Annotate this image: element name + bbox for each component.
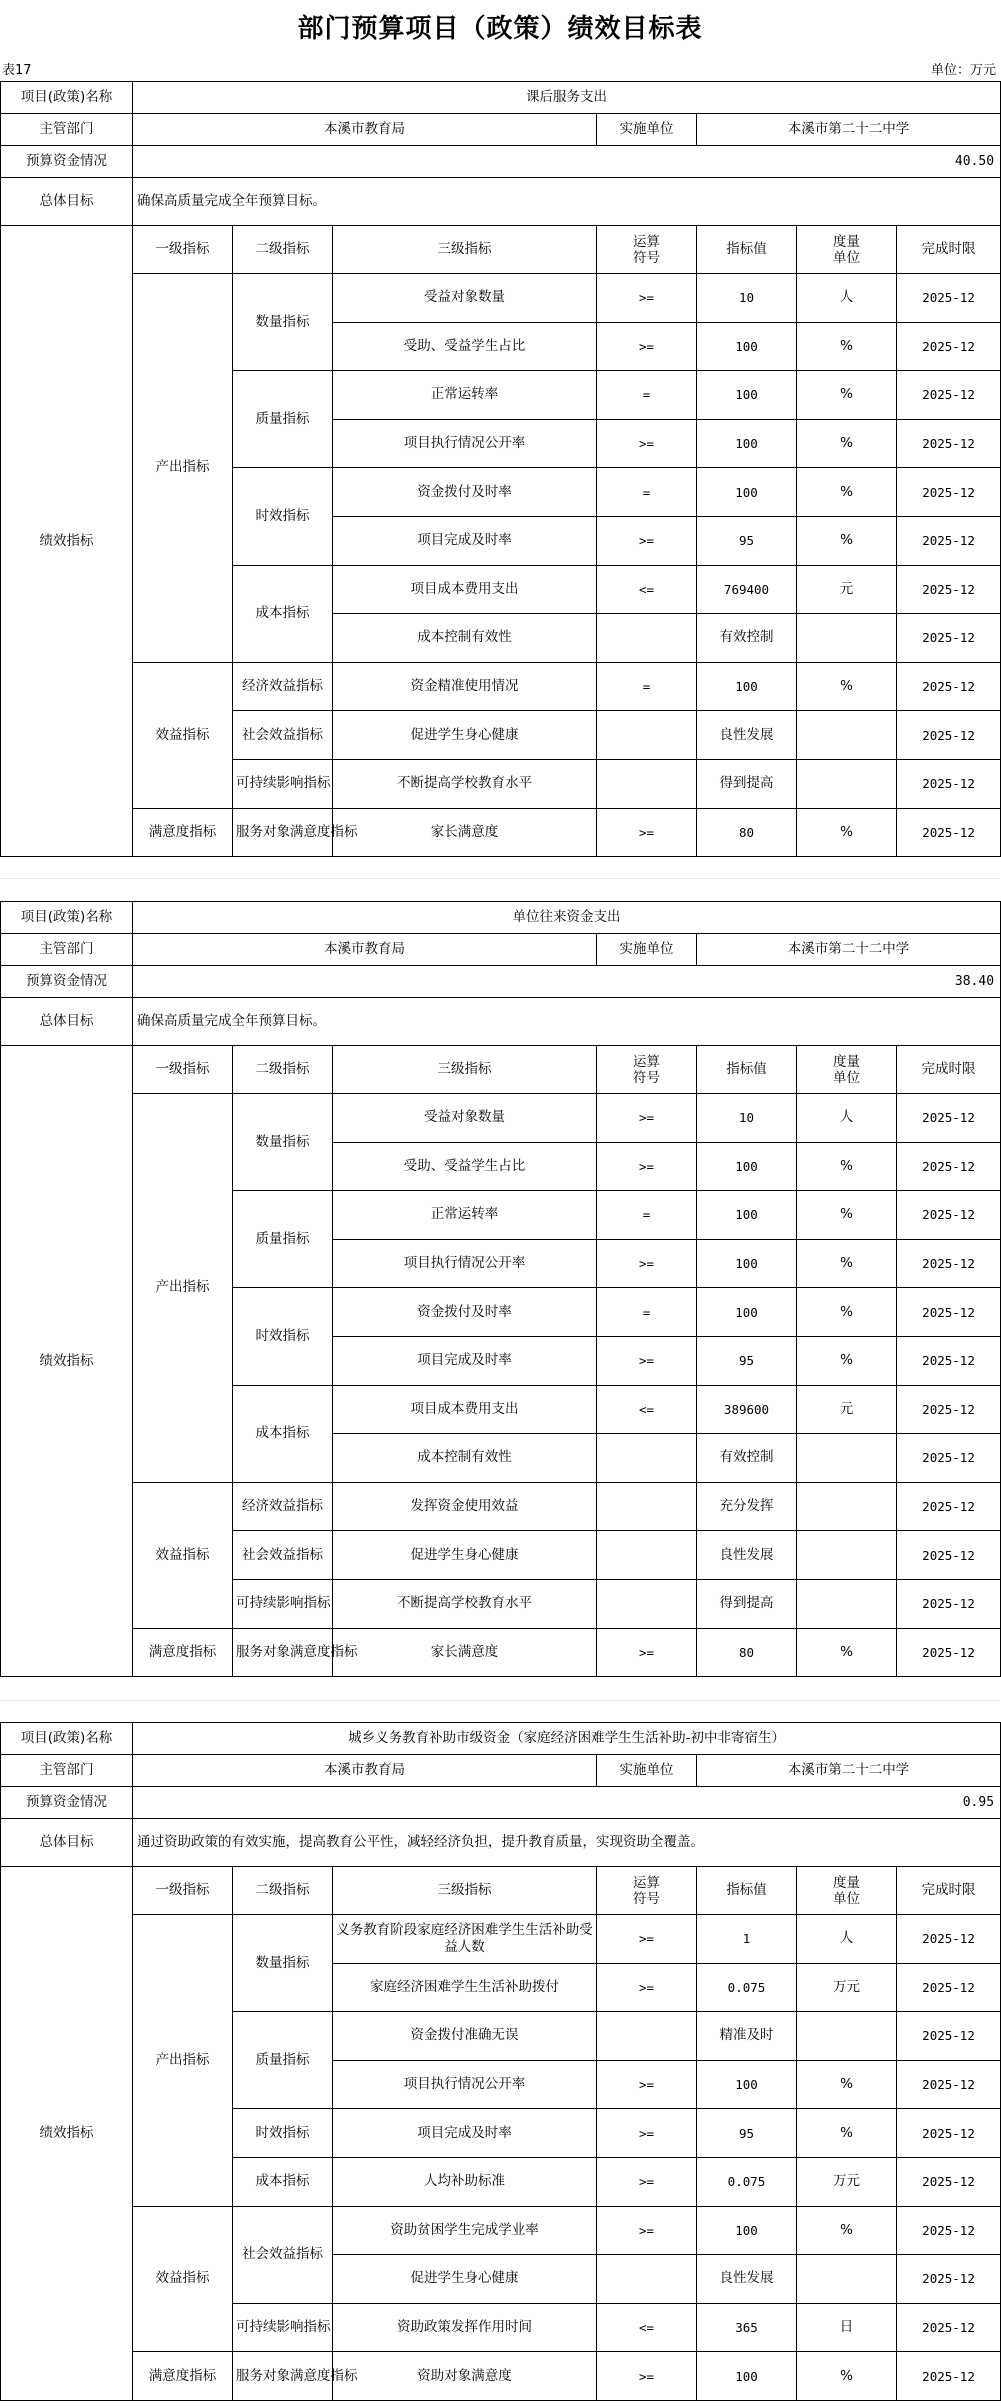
deadline-cell: 2025-12	[897, 1142, 1001, 1191]
operator-cell: >=	[597, 1142, 697, 1191]
operator-cell: =	[597, 468, 697, 517]
level3-indicator: 家长满意度	[333, 808, 597, 857]
col-header-level1: 一级指标	[133, 226, 233, 274]
operator-cell: >=	[597, 1628, 697, 1677]
level2-indicator: 成本指标	[233, 2157, 333, 2206]
measure-unit-cell: %	[797, 1288, 897, 1337]
operator-cell: >=	[597, 1094, 697, 1143]
target-value-cell: 有效控制	[697, 614, 797, 663]
deadline-cell: 2025-12	[897, 2157, 1001, 2206]
operator-cell: =	[597, 662, 697, 711]
level3-indicator: 受益对象数量	[333, 274, 597, 323]
level1-indicator: 满意度指标	[133, 808, 233, 857]
target-value-cell: 80	[697, 1628, 797, 1677]
deadline-cell: 2025-12	[897, 1288, 1001, 1337]
performance-table	[0, 1722, 1001, 2401]
measure-unit-cell: %	[797, 2109, 897, 2158]
measure-unit-cell	[797, 711, 897, 760]
level3-indicator: 资助对象满意度	[333, 2352, 597, 2401]
project-name-label: 项目(政策)名称	[1, 1723, 133, 1755]
level3-indicator: 促进学生身心健康	[333, 1531, 597, 1580]
table-row	[1, 1482, 1001, 1531]
level3-indicator: 项目成本费用支出	[333, 565, 597, 614]
budget-value: 0.95	[133, 1787, 1001, 1819]
goal-value: 确保高质量完成全年预算目标。	[133, 178, 1001, 226]
perf-indicator-label: 绩效指标	[1, 1867, 133, 2401]
performance-table	[0, 81, 1001, 857]
table-row	[1, 1094, 1001, 1143]
table-number: 表17	[2, 63, 32, 78]
operator-cell	[597, 2012, 697, 2061]
dept-label: 主管部门	[1, 1755, 133, 1787]
col-header-value: 指标值	[697, 1046, 797, 1094]
operator-cell: >=	[597, 1336, 697, 1385]
level3-indicator: 资助政策发挥作用时间	[333, 2303, 597, 2352]
col-header-level3: 三级指标	[333, 1046, 597, 1094]
deadline-cell: 2025-12	[897, 2255, 1001, 2304]
level1-indicator: 满意度指标	[133, 2352, 233, 2401]
project-name-value: 单位往来资金支出	[133, 902, 1001, 934]
operator-cell: =	[597, 1191, 697, 1240]
col-header-unit: 度量 单位	[797, 226, 897, 274]
measure-unit-cell	[797, 759, 897, 808]
level1-indicator: 满意度指标	[133, 1628, 233, 1677]
target-value-cell: 精准及时	[697, 2012, 797, 2061]
deadline-cell: 2025-12	[897, 2352, 1001, 2401]
col-header-operator: 运算 符号	[597, 226, 697, 274]
level2-indicator: 经济效益指标	[233, 1482, 333, 1531]
deadline-cell: 2025-12	[897, 662, 1001, 711]
budget-value: 38.40	[133, 966, 1001, 998]
level3-indicator: 资助贫困学生完成学业率	[333, 2206, 597, 2255]
measure-unit-cell: %	[797, 1142, 897, 1191]
measure-unit-cell: 人	[797, 1094, 897, 1143]
operator-cell	[597, 2255, 697, 2304]
measure-unit-cell	[797, 1531, 897, 1580]
dept-label: 主管部门	[1, 114, 133, 146]
level1-indicator: 效益指标	[133, 1482, 233, 1628]
level2-indicator: 数量指标	[233, 274, 333, 371]
target-value-cell: 100	[697, 371, 797, 420]
operator-cell: >=	[597, 274, 697, 323]
project-name-label: 项目(政策)名称	[1, 82, 133, 114]
level2-indicator: 成本指标	[233, 1385, 333, 1482]
deadline-cell: 2025-12	[897, 1434, 1001, 1483]
measure-unit-cell: 人	[797, 1915, 897, 1964]
level2-indicator: 时效指标	[233, 468, 333, 565]
operator-cell	[597, 1434, 697, 1483]
col-header-level1: 一级指标	[133, 1046, 233, 1094]
target-value-cell: 95	[697, 1336, 797, 1385]
deadline-cell: 2025-12	[897, 808, 1001, 857]
target-value-cell: 良性发展	[697, 2255, 797, 2304]
table-row	[1, 2352, 1001, 2401]
measure-unit-cell: %	[797, 1336, 897, 1385]
level1-indicator: 效益指标	[133, 662, 233, 808]
level2-indicator: 社会效益指标	[233, 2206, 333, 2303]
budget-label: 预算资金情况	[1, 1787, 133, 1819]
deadline-cell: 2025-12	[897, 1191, 1001, 1240]
project-name-value: 课后服务支出	[133, 82, 1001, 114]
level3-indicator: 资金拨付及时率	[333, 468, 597, 517]
deadline-cell: 2025-12	[897, 2303, 1001, 2352]
operator-cell	[597, 711, 697, 760]
deadline-cell: 2025-12	[897, 1336, 1001, 1385]
deadline-cell: 2025-12	[897, 1239, 1001, 1288]
table-row	[1, 1915, 1001, 1964]
target-value-cell: 0.075	[697, 1963, 797, 2012]
level2-indicator: 服务对象满意度指标	[233, 808, 333, 857]
col-header-operator: 运算 符号	[597, 1046, 697, 1094]
level3-indicator: 项目执行情况公开率	[333, 1239, 597, 1288]
target-value-cell: 良性发展	[697, 1531, 797, 1580]
operator-cell	[597, 1482, 697, 1531]
measure-unit-cell	[797, 1579, 897, 1628]
measure-unit-cell: 元	[797, 1385, 897, 1434]
target-value-cell: 100	[697, 322, 797, 371]
project-name-value: 城乡义务教育补助市级资金（家庭经济困难学生生活补助-初中非寄宿生）	[133, 1723, 1001, 1755]
target-value-cell: 389600	[697, 1385, 797, 1434]
impl-unit-value: 本溪市第二十二中学	[697, 114, 1001, 146]
level3-indicator: 资金精准使用情况	[333, 662, 597, 711]
unit-label: 单位：万元	[930, 63, 996, 78]
col-header-level2: 二级指标	[233, 1046, 333, 1094]
impl-unit-value: 本溪市第二十二中学	[697, 1755, 1001, 1787]
goal-label: 总体目标	[1, 998, 133, 1046]
deadline-cell: 2025-12	[897, 1628, 1001, 1677]
level1-indicator: 效益指标	[133, 2206, 233, 2352]
goal-value: 确保高质量完成全年预算目标。	[133, 998, 1001, 1046]
target-value-cell: 365	[697, 2303, 797, 2352]
target-value-cell: 100	[697, 662, 797, 711]
level2-indicator: 质量指标	[233, 2012, 333, 2109]
goal-label: 总体目标	[1, 178, 133, 226]
measure-unit-cell: 人	[797, 274, 897, 323]
operator-cell: >=	[597, 2206, 697, 2255]
level3-indicator: 促进学生身心健康	[333, 711, 597, 760]
level3-indicator: 资金拨付及时率	[333, 1288, 597, 1337]
measure-unit-cell: %	[797, 322, 897, 371]
measure-unit-cell	[797, 2012, 897, 2061]
col-header-level3: 三级指标	[333, 226, 597, 274]
operator-cell: <=	[597, 1385, 697, 1434]
table-row	[1, 1628, 1001, 1677]
measure-unit-cell: %	[797, 371, 897, 420]
target-value-cell: 充分发挥	[697, 1482, 797, 1531]
col-header-level2: 二级指标	[233, 226, 333, 274]
deadline-cell: 2025-12	[897, 2012, 1001, 2061]
measure-unit-cell	[797, 2255, 897, 2304]
target-value-cell: 100	[697, 2060, 797, 2109]
level2-indicator: 质量指标	[233, 1191, 333, 1288]
col-header-operator: 运算 符号	[597, 1867, 697, 1915]
measure-unit-cell: 万元	[797, 1963, 897, 2012]
target-value-cell: 100	[697, 2352, 797, 2401]
operator-cell: >=	[597, 2109, 697, 2158]
level3-indicator: 受助、受益学生占比	[333, 1142, 597, 1191]
target-value-cell: 10	[697, 1094, 797, 1143]
deadline-cell: 2025-12	[897, 322, 1001, 371]
target-value-cell: 得到提高	[697, 759, 797, 808]
operator-cell: =	[597, 1288, 697, 1337]
dept-value: 本溪市教育局	[133, 934, 597, 966]
level1-indicator: 产出指标	[133, 1915, 233, 2207]
target-value-cell: 得到提高	[697, 1579, 797, 1628]
level3-indicator: 家长满意度	[333, 1628, 597, 1677]
impl-unit-label: 实施单位	[597, 114, 697, 146]
level2-indicator: 服务对象满意度指标	[233, 2352, 333, 2401]
level3-indicator: 成本控制有效性	[333, 1434, 597, 1483]
measure-unit-cell: 元	[797, 565, 897, 614]
level3-indicator: 项目成本费用支出	[333, 1385, 597, 1434]
deadline-cell: 2025-12	[897, 711, 1001, 760]
level3-indicator: 受益对象数量	[333, 1094, 597, 1143]
deadline-cell: 2025-12	[897, 1094, 1001, 1143]
deadline-cell: 2025-12	[897, 1579, 1001, 1628]
target-value-cell: 良性发展	[697, 711, 797, 760]
operator-cell: >=	[597, 1915, 697, 1964]
deadline-cell: 2025-12	[897, 516, 1001, 565]
level2-indicator: 可持续影响指标	[233, 2303, 333, 2352]
target-value-cell: 80	[697, 808, 797, 857]
level3-indicator: 促进学生身心健康	[333, 2255, 597, 2304]
measure-unit-cell: %	[797, 662, 897, 711]
target-value-cell: 100	[697, 468, 797, 517]
col-header-level3: 三级指标	[333, 1867, 597, 1915]
level2-indicator: 可持续影响指标	[233, 1579, 333, 1628]
level3-indicator: 项目完成及时率	[333, 516, 597, 565]
operator-cell: >=	[597, 419, 697, 468]
table-row	[1, 662, 1001, 711]
goal-label: 总体目标	[1, 1819, 133, 1867]
level1-indicator: 产出指标	[133, 274, 233, 663]
measure-unit-cell: %	[797, 808, 897, 857]
table-row	[1, 2206, 1001, 2255]
deadline-cell: 2025-12	[897, 1482, 1001, 1531]
budget-value: 40.50	[133, 146, 1001, 178]
col-header-deadline: 完成时限	[897, 1046, 1001, 1094]
operator-cell: >=	[597, 2157, 697, 2206]
measure-unit-cell: %	[797, 468, 897, 517]
measure-unit-cell: %	[797, 1239, 897, 1288]
measure-unit-cell: %	[797, 1628, 897, 1677]
target-value-cell: 95	[697, 2109, 797, 2158]
budget-label: 预算资金情况	[1, 146, 133, 178]
deadline-cell: 2025-12	[897, 759, 1001, 808]
target-value-cell: 100	[697, 1239, 797, 1288]
target-value-cell: 10	[697, 274, 797, 323]
target-value-cell: 769400	[697, 565, 797, 614]
level3-indicator: 不断提高学校教育水平	[333, 759, 597, 808]
col-header-value: 指标值	[697, 226, 797, 274]
deadline-cell: 2025-12	[897, 1531, 1001, 1580]
operator-cell: >=	[597, 1963, 697, 2012]
operator-cell: >=	[597, 2060, 697, 2109]
level3-indicator: 不断提高学校教育水平	[333, 1579, 597, 1628]
deadline-cell: 2025-12	[897, 565, 1001, 614]
performance-table	[0, 901, 1001, 1677]
operator-cell: =	[597, 371, 697, 420]
operator-cell	[597, 759, 697, 808]
target-value-cell: 100	[697, 419, 797, 468]
measure-unit-cell: %	[797, 2206, 897, 2255]
deadline-cell: 2025-12	[897, 614, 1001, 663]
measure-unit-cell: %	[797, 516, 897, 565]
operator-cell: <=	[597, 565, 697, 614]
col-header-deadline: 完成时限	[897, 1867, 1001, 1915]
level3-indicator: 项目执行情况公开率	[333, 2060, 597, 2109]
level2-indicator: 服务对象满意度指标	[233, 1628, 333, 1677]
impl-unit-label: 实施单位	[597, 934, 697, 966]
perf-indicator-label: 绩效指标	[1, 226, 133, 857]
col-header-value: 指标值	[697, 1867, 797, 1915]
target-value-cell: 1	[697, 1915, 797, 1964]
dept-label: 主管部门	[1, 934, 133, 966]
dept-value: 本溪市教育局	[133, 1755, 597, 1787]
level2-indicator: 时效指标	[233, 1288, 333, 1385]
page-title: 部门预算项目（政策）绩效目标表	[297, 14, 703, 44]
level2-indicator: 数量指标	[233, 1094, 333, 1191]
level2-indicator: 时效指标	[233, 2109, 333, 2158]
level2-indicator: 质量指标	[233, 371, 333, 468]
operator-cell: >=	[597, 322, 697, 371]
level1-indicator: 产出指标	[133, 1094, 233, 1483]
dept-value: 本溪市教育局	[133, 114, 597, 146]
deadline-cell: 2025-12	[897, 371, 1001, 420]
goal-value: 通过资助政策的有效实施，提高教育公平性，减轻经济负担，提升教育质量，实现资助全覆盖。	[133, 1819, 1001, 1867]
measure-unit-cell: 日	[797, 2303, 897, 2352]
level3-indicator: 项目完成及时率	[333, 2109, 597, 2158]
deadline-cell: 2025-12	[897, 468, 1001, 517]
target-value-cell: 有效控制	[697, 1434, 797, 1483]
operator-cell: >=	[597, 1239, 697, 1288]
level2-indicator: 数量指标	[233, 1915, 333, 2012]
operator-cell	[597, 1531, 697, 1580]
measure-unit-cell: %	[797, 419, 897, 468]
level3-indicator: 成本控制有效性	[333, 614, 597, 663]
level3-indicator: 义务教育阶段家庭经济困难学生生活补助受益人数	[333, 1915, 597, 1964]
level3-indicator: 正常运转率	[333, 1191, 597, 1240]
deadline-cell: 2025-12	[897, 1915, 1001, 1964]
perf-indicator-label: 绩效指标	[1, 1046, 133, 1677]
col-header-deadline: 完成时限	[897, 226, 1001, 274]
deadline-cell: 2025-12	[897, 2206, 1001, 2255]
level3-indicator: 发挥资金使用效益	[333, 1482, 597, 1531]
measure-unit-cell: %	[797, 2060, 897, 2109]
level3-indicator: 项目完成及时率	[333, 1336, 597, 1385]
level3-indicator: 人均补助标准	[333, 2157, 597, 2206]
level3-indicator: 资金拨付准确无误	[333, 2012, 597, 2061]
measure-unit-cell	[797, 1482, 897, 1531]
operator-cell: >=	[597, 2352, 697, 2401]
level2-indicator: 可持续影响指标	[233, 759, 333, 808]
measure-unit-cell: %	[797, 1191, 897, 1240]
impl-unit-value: 本溪市第二十二中学	[697, 934, 1001, 966]
operator-cell: <=	[597, 2303, 697, 2352]
operator-cell	[597, 614, 697, 663]
measure-unit-cell	[797, 614, 897, 663]
measure-unit-cell	[797, 1434, 897, 1483]
level3-indicator: 受助、受益学生占比	[333, 322, 597, 371]
budget-label: 预算资金情况	[1, 966, 133, 998]
operator-cell: >=	[597, 516, 697, 565]
measure-unit-cell: %	[797, 2352, 897, 2401]
level3-indicator: 家庭经济困难学生生活补助拨付	[333, 1963, 597, 2012]
deadline-cell: 2025-12	[897, 2109, 1001, 2158]
target-value-cell: 95	[697, 516, 797, 565]
project-name-label: 项目(政策)名称	[1, 902, 133, 934]
impl-unit-label: 实施单位	[597, 1755, 697, 1787]
deadline-cell: 2025-12	[897, 2060, 1001, 2109]
level2-indicator: 成本指标	[233, 565, 333, 662]
level3-indicator: 项目执行情况公开率	[333, 419, 597, 468]
col-header-unit: 度量 单位	[797, 1046, 897, 1094]
deadline-cell: 2025-12	[897, 1385, 1001, 1434]
target-value-cell: 100	[697, 2206, 797, 2255]
operator-cell: >=	[597, 808, 697, 857]
level2-indicator: 经济效益指标	[233, 662, 333, 711]
level2-indicator: 社会效益指标	[233, 711, 333, 760]
operator-cell	[597, 1579, 697, 1628]
col-header-level1: 一级指标	[133, 1867, 233, 1915]
deadline-cell: 2025-12	[897, 1963, 1001, 2012]
target-value-cell: 100	[697, 1288, 797, 1337]
measure-unit-cell: 万元	[797, 2157, 897, 2206]
level2-indicator: 社会效益指标	[233, 1531, 333, 1580]
target-value-cell: 0.075	[697, 2157, 797, 2206]
table-row	[1, 274, 1001, 323]
target-value-cell: 100	[697, 1191, 797, 1240]
deadline-cell: 2025-12	[897, 419, 1001, 468]
col-header-level2: 二级指标	[233, 1867, 333, 1915]
table-row	[1, 808, 1001, 857]
col-header-unit: 度量 单位	[797, 1867, 897, 1915]
deadline-cell: 2025-12	[897, 274, 1001, 323]
level3-indicator: 正常运转率	[333, 371, 597, 420]
target-value-cell: 100	[697, 1142, 797, 1191]
